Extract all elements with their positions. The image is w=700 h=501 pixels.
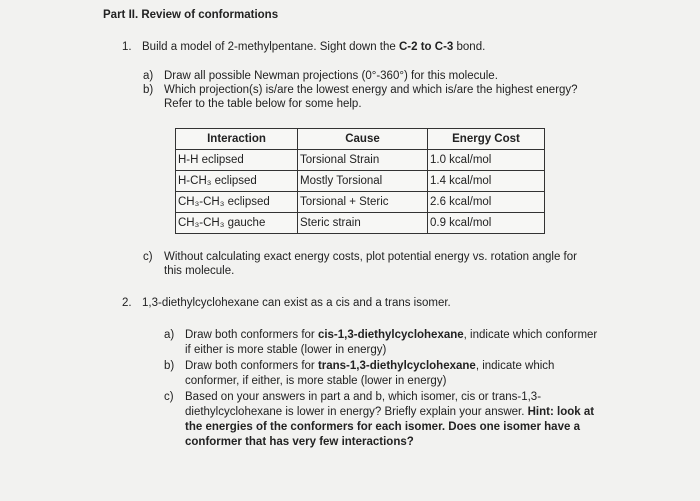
q2a-compound: cis-1,3-diethylcyclohexane [317,329,464,341]
q2b-compound: trans-1,3-diethylcyclohexane [317,360,476,372]
q2c-line2-pre: diethylcyclohexane is lower in energy? Briefly explain your answer. [185,406,528,418]
q2a-post: , indicate which conformer [463,329,598,341]
q1-number: 1. [122,41,132,53]
q2c-hint-line4: conformer that has very few interactions? [185,436,414,448]
q1-text-start: Build a model of 2-methylpentane. Sight down the [142,41,399,53]
q2a-pre: Draw both conformers for [185,329,318,341]
interaction-cell: H-CH₃ eclipsed [176,171,298,192]
q2b-post: , indicate which [475,360,555,372]
cause-cell: Torsional + Steric [298,192,428,213]
q2c-text-line1: Based on your answers in part a and b, which isomer, cis or trans-1,3- [185,391,542,403]
q1-bond: C-2 to C-3 [399,41,454,53]
interaction-cell: CH₃-CH₃ eclipsed [176,192,298,213]
q1b-text-line1: Which projection(s) is/are the lowest energy and which is/are the highest energy? [164,84,578,96]
q1-text [142,40,485,55]
q2a-label: a) [164,329,175,341]
energy-cost-table [175,128,545,234]
q1-text-end: bond. [453,41,486,53]
q2b-pre: Draw both conformers for [185,360,318,372]
q1c-label: c) [143,251,153,263]
header-cause: Cause [298,129,428,150]
energy-cell: 1.0 kcal/mol [428,150,545,171]
table-row [176,150,545,171]
part-title: Part II. Review of conformations [103,9,279,21]
q2-text: 1,3-diethylcyclohexane can exist as a cis and a trans isomer. [142,297,451,309]
q1c-text-line2: this molecule. [164,265,235,277]
energy-cell: 1.4 kcal/mol [428,171,545,192]
q1a-label: a) [143,70,154,82]
q2b-text-line1 [185,359,554,374]
q2c-hint-line3: the energies of the conformers for each isomer. Does one isomer have a [185,421,580,433]
cause-cell: Torsional Strain [298,150,428,171]
q1c-text-line1: Without calculating exact energy costs, plot potential energy vs. rotation angle for [164,251,577,263]
q2a-text-line2: if either is more stable (lower in energy) [185,344,387,356]
q2c-hint-start: Hint: look at [527,406,595,418]
energy-cell: 2.6 kcal/mol [428,192,545,213]
q2c-label: c) [164,391,174,403]
interaction-cell: CH₃-CH₃ gauche [176,213,298,234]
cause-cell: Mostly Torsional [298,171,428,192]
table-row [176,192,545,213]
q2a-text-line1 [185,328,597,343]
q1b-label: b) [143,84,154,96]
energy-cell: 0.9 kcal/mol [428,213,545,234]
q1b-text-line2: Refer to the table below for some help. [164,98,362,110]
header-energy-cost: Energy Cost [428,129,545,150]
q2b-label: b) [164,360,175,372]
table-row [176,213,545,234]
q2-number: 2. [122,297,132,309]
header-interaction: Interaction [176,129,298,150]
q2c-text-line2 [185,405,594,420]
cause-cell: Steric strain [298,213,428,234]
table-header-row [176,129,545,150]
q1a-text: Draw all possible Newman projections (0°-360°) for this molecule. [164,70,498,82]
interaction-cell: H-H eclipsed [176,150,298,171]
q2b-text-line2: conformer, if either, is more stable (lower in energy) [185,375,447,387]
table-row [176,171,545,192]
